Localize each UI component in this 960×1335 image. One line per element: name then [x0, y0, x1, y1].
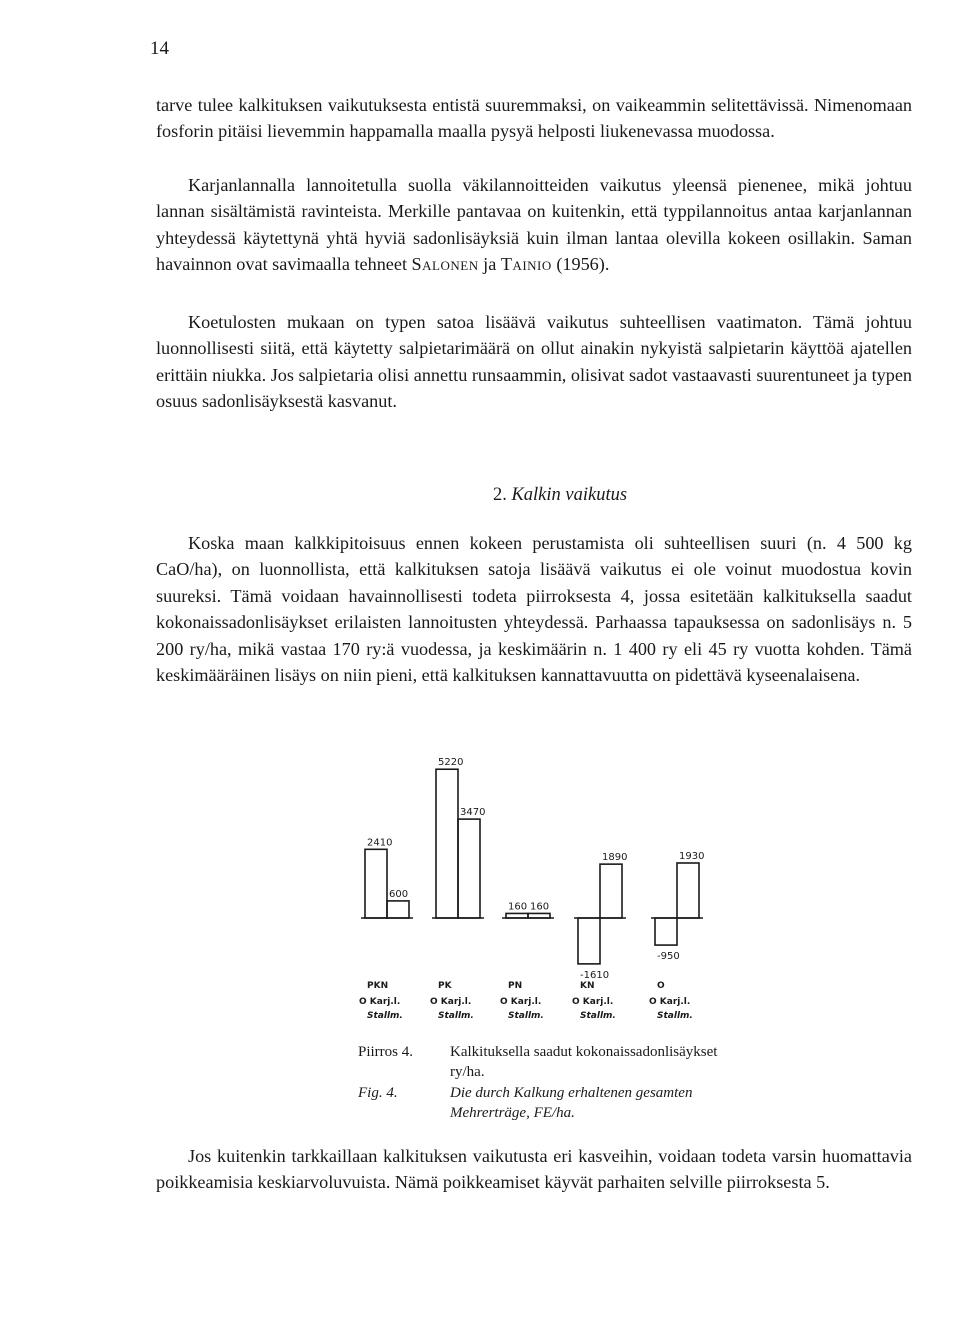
bar-pkn-stallm	[387, 901, 409, 918]
group-label-stallm: Stallm.	[508, 1011, 544, 1021]
group-label-limed: O Karj.l.	[430, 997, 472, 1007]
figure-caption-de	[358, 1083, 730, 1123]
group-label-limed: O Karj.l.	[500, 997, 542, 1007]
group-label-stallm: Stallm.	[657, 1011, 693, 1021]
group-label-fertilizer: O	[657, 981, 665, 991]
citation-year: (1956).	[551, 254, 610, 275]
bar-value-label: -1610	[580, 969, 610, 981]
group-label-limed: O Karj.l.	[359, 997, 401, 1007]
group-label-stallm: Stallm.	[438, 1011, 474, 1021]
group-label-stallm: Stallm.	[367, 1011, 403, 1021]
bar-pkn-limed	[365, 849, 387, 918]
figure-caption-fi	[358, 1042, 730, 1082]
caption-fi-label: Piirros 4.	[358, 1044, 414, 1060]
group-label-fertilizer: KN	[580, 981, 595, 991]
bar-value-label: 160	[530, 901, 550, 913]
bar-value-label: 160	[508, 901, 528, 913]
citation-author-1: Salonen	[411, 254, 479, 275]
paragraph-5: Jos kuitenkin tarkkaillaan kalkituksen vaikutusta eri kasveihin, voidaan todeta varsin huomattavia poikkeamisia keskiarvoluvuista. Nämä poikkeamiset käyvät parhaiten selville piirroksesta 5.	[156, 1146, 912, 1193]
citation-author-2: Tainio	[500, 254, 552, 275]
group-label-limed: O Karj.l.	[649, 997, 691, 1007]
group-label-fertilizer: PK	[438, 981, 452, 991]
bar-pk-limed	[436, 769, 458, 918]
citation-connector: ja	[478, 254, 501, 275]
section-title: Kalkin vaikutus	[511, 485, 628, 505]
bar-value-label: 2410	[367, 837, 393, 849]
paragraph-2	[156, 172, 912, 278]
paragraph-3: Koetulosten mukaan on typen satoa lisäävä vaikutus suhteellisen vaatimaton. Tämä johtuu luonnollisesti siitä, että käytetty salpietarimäärä on ollut ainakin nykyistä salpietarin käyttöä ajatellen erittäin niukka. Jos salpietaria olisi annettu runsaammin, olisivat sadot vastaavasti suurentuneet ja typen osuus sadonlisäyksestä kasvanut.	[156, 312, 912, 412]
paragraph-2-text: Karjanlannalla lannoitetulla suolla väkilannoitteiden vaikutus yleensä pienenee, mikä johtuu lannan sisältämistä ravinteista. Merkille pantavaa on kuitenkin, että typpilannoitus antaa karjanlannan yhteydessä käytettynä yhtä hyviä sadonlisäyksiä kuin ilman lantaa olevilla kokeen osillakin. Saman havainnon ovat savimaalla tehneet	[156, 175, 912, 275]
bar-o-limed	[655, 918, 677, 945]
caption-de-label: Fig. 4.	[358, 1085, 398, 1101]
bar-value-label: -950	[657, 951, 680, 963]
bar-kn-limed	[578, 918, 600, 964]
paragraph-4: Koska maan kalkkipitoisuus ennen kokeen perustamista oli suhteellisen suuri (n. 4 500 kg CaO/ha), on luonnollista, että kalkituksen satoja lisäävä vaikutus ei ole voinut muodostua kovin suureksi. Tämä voidaan havainnollisesti todeta piirroksesta 4, jossa esitetään kalkituksella saadut kokonaissadonlisäykset erilaisten lannoitusten yhteydessä. Parhaassa tapauksessa on sadonlisäys n. 5 200 ry/ha, mikä vastaa 170 ry:ä vuodessa, ja keskimäärin n. 1 400 ry eli 45 ry vuotta kohden. Tämä keskimääräinen lisäys on niin pieni, että kalkituksen kannattavuutta on pidettävä kyseenalaisena.	[156, 533, 912, 686]
bar-value-label: 1890	[602, 852, 628, 864]
caption-fi-text: Kalkituksella saadut kokonaissadonlisäykset ry/ha.	[450, 1044, 718, 1080]
section-number: 2.	[492, 485, 507, 505]
paragraph-1: tarve tulee kalkituksen vaikutuksesta entistä suuremmaksi, on vaikeammin selitettävissä. Nimenomaan fosforin pitäisi lievemmin happamalla maalla pysyä helposti liukenevassa muodossa.	[156, 95, 912, 142]
group-label-fertilizer: PN	[508, 981, 523, 991]
bar-value-label: 3470	[460, 807, 486, 819]
group-label-stallm: Stallm.	[580, 1011, 616, 1021]
bar-value-label: 600	[389, 888, 409, 900]
bar-value-label: 1930	[679, 850, 705, 862]
section-heading	[0, 485, 960, 506]
bar-o-stallm	[677, 863, 699, 918]
figure-4	[340, 756, 740, 1036]
bar-chart	[340, 756, 740, 1036]
caption-de-text: Die durch Kalkung erhaltenen gesamten Mehrerträge, FE/ha.	[450, 1085, 693, 1121]
group-label-limed: O Karj.l.	[572, 997, 614, 1007]
page-number: 14	[150, 38, 169, 59]
bar-kn-stallm	[600, 864, 622, 918]
bar-pk-stallm	[458, 819, 480, 918]
bar-value-label: 5220	[438, 757, 464, 769]
group-label-fertilizer: PKN	[367, 981, 389, 991]
